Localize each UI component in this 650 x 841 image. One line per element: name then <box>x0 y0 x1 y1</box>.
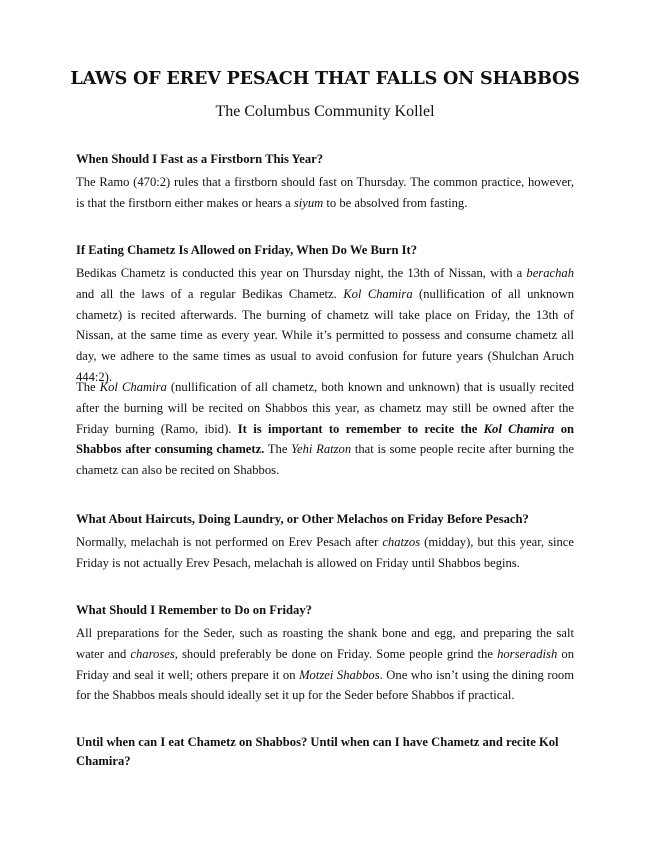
emphasized-text: Kol Chamira <box>483 421 555 436</box>
section-heading-burn-chametz: If Eating Chametz Is Allowed on Friday, When Do We Burn It? <box>76 243 418 257</box>
text-run: The <box>76 380 100 394</box>
text-run: The Ramo (470:2) rules that a firstborn should fast on Thursday. The common practice, however, is that the firstborn either makes or hears a <box>76 175 574 210</box>
text-run: The <box>264 442 292 457</box>
emphasized-text: on Shabbos after consuming chametz. <box>76 421 574 457</box>
section-paragraph <box>76 263 574 388</box>
text-run: and all the laws of a regular Bedikas Chametz. <box>76 286 344 301</box>
text-run: Bedikas Chametz is conducted this year on Thursday night, the 13th of Nissan, with a <box>76 266 527 280</box>
text-run: . One who isn’t using the dining room for the Shabbos meals should ideally set it up for the Seder before Shabbos if practical. <box>76 667 574 703</box>
text-run: (midday), but this year, since Friday is not actually Erev Pesach, melachah is allowed on Friday until Shabbos begins. <box>76 535 574 570</box>
text-run: (nullification of all unknown chametz) is recited afterwards. The burning of chametz will take place on Friday, the 13th of Nissan, at the same time as every year. While it’s permitted to possess and consume chametz all day, we adhere to the same times as usual to avoid confusion for future years (Shulchan Aruch 444:2). <box>76 286 574 384</box>
text-run: Normally, melachah is not performed on Erev Pesach after <box>76 535 383 549</box>
section-heading-firstborn-fast: When Should I Fast as a Firstborn This Year? <box>76 152 324 166</box>
text-run: , should preferably be done on Friday. Some people grind the <box>174 646 498 661</box>
emphasized-text: charoses <box>130 646 175 661</box>
emphasized-text: It is important to remember to recite the <box>237 421 484 436</box>
text-run: (nullification of all chametz, both known and unknown) that is usually recited after the burning will be recited on Shabbos this year, as chametz may still be owned after the Friday burning (Ramo, ibid). <box>76 380 574 436</box>
emphasized-text: Kol Chamira <box>343 286 413 301</box>
emphasized-text: Yehi Ratzon <box>291 442 352 457</box>
text-run: that is some people recite after burning the chametz can also be recited on Shabbos. <box>76 442 574 478</box>
text-run: to be absolved from fasting. <box>323 195 468 210</box>
section-paragraph <box>76 623 574 706</box>
emphasized-text: horseradish <box>497 646 558 661</box>
section-paragraph <box>76 172 574 214</box>
emphasized-text: Kol Chamira <box>99 380 167 394</box>
section-heading-melachos: What About Haircuts, Doing Laundry, or Other Melachos on Friday Before Pesach? <box>76 512 529 526</box>
document-title: LAWS OF EREV PESACH THAT FALLS ON SHABBOS <box>70 68 580 89</box>
text-run: All preparations for the Seder, such as roasting the shank bone and egg, and preparing the salt water and <box>76 626 574 661</box>
emphasized-text: siyum <box>293 195 324 210</box>
section-heading-chametz-on-shabbos: Until when can I eat Chametz on Shabbos? Until when can I have Chametz and recite Kol Chamira? <box>76 735 559 768</box>
emphasized-text: Motzei Shabbos <box>299 667 380 682</box>
section-paragraph <box>76 532 574 574</box>
emphasized-text: chatzos <box>382 535 421 549</box>
document-subtitle: The Columbus Community Kollel <box>215 103 435 120</box>
text-run: on Friday and seal it well; others prepare it on <box>76 646 574 682</box>
emphasized-text: berachah <box>526 266 574 280</box>
section-heading-friday-preparations: What Should I Remember to Do on Friday? <box>76 603 312 617</box>
section-paragraph <box>76 377 574 481</box>
